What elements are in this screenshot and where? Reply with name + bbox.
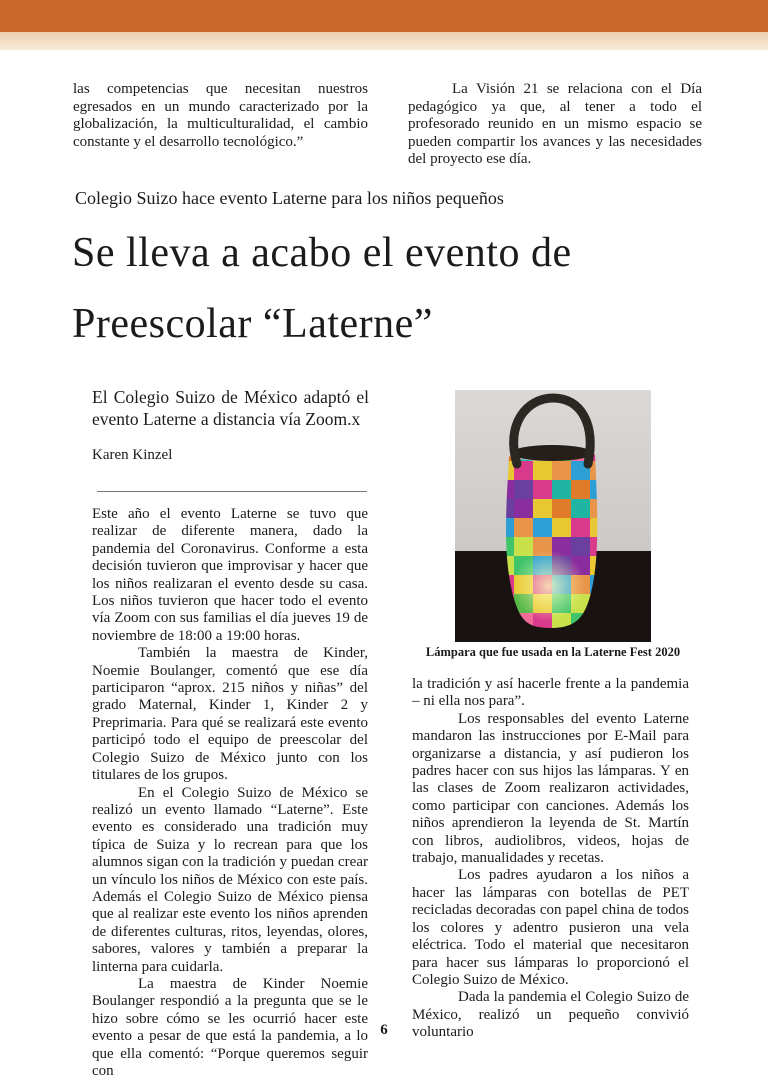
headline-line-2: Preescolar “Laterne”: [72, 301, 433, 347]
lantern-photo: [455, 390, 651, 642]
divider: [97, 491, 367, 492]
headline: [72, 218, 732, 360]
body-right-column: [412, 676, 689, 1042]
paragraph: La maestra de Kinder Noemie Boulanger respondió a la pregunta que se le hizo sobre cómo se les ocurrió hacer este evento a pesar de que está la pandemia, a lo que ella comentó: “Porque queremos seguir con: [92, 975, 368, 1079]
byline: Karen Kinzel: [92, 447, 173, 463]
intro-left-paragraph: las competencias que necesitan nuestros egresados en un mundo caracterizado por la globalización, la multiculturalidad, el cambio constante y el desarrollo tecnológico.”: [73, 81, 368, 150]
photo-caption: Lámpara que fue usada en la Laterne Fest 2020: [425, 645, 681, 659]
paragraph: la tradición y así hacerle frente a la pandemia – ni ella nos para”.: [412, 676, 689, 710]
paragraph: En el Colegio Suizo de México se realizó un evento llamado “Laterne”. Este evento es considerado una tradición muy típica de Suiza y lo recrean para que los alumnos sigan con la tradición y puedan crear un vínculo los niños de México con este país. Además el Colegio Suizo de México piensa que al realizar este evento los niños aprenden de diferentes culturas, ritos, leyendas, olores, sabores, valores y también a preparar la linterna para cuidarla.: [92, 784, 368, 975]
paragraph: Dada la pandemia el Colegio Suizo de México, realizó un pequeño convivió voluntario: [412, 989, 689, 1041]
top-accent-bar-secondary: [0, 32, 768, 50]
paragraph: Este año el evento Laterne se tuvo que realizar de diferente manera, dado la pandemia del Coronavirus. Conforme a esta decisión tuvieron que improvisar y hacer que los niños realizaran el evento desde su casa. Los niños tuvieron que hacer todo el evento vía Zoom con sus familias el día jueves 19 de noviembre de 18:00 a 19:00 horas.: [92, 506, 368, 644]
lantern-photo-graphic: [455, 390, 651, 642]
intro-right-paragraph: La Visión 21 se relaciona con el Día pedagógico ya que, al tener a todo el profesorado reunido en un mismo espacio se pueden compartir los avances y las necesidades del proyecto ese día.: [408, 81, 702, 168]
kicker: Colegio Suizo hace evento Laterne para los niños pequeños: [75, 188, 504, 208]
paragraph: Los padres ayudaron a los niños a hacer las lámparas con botellas de PET recicladas decoradas con papel china de todos los colores y adentro pusieron una vela eléctrica. Todo el material que necesitaron para hacer sus lámparas lo proporcionó el Colegio Suizo de México.: [412, 867, 689, 988]
top-accent-bar: [0, 0, 768, 32]
lede: El Colegio Suizo de México adaptó el evento Laterne a distancia vía Zoom.x: [92, 386, 369, 429]
lantern-candle-glow: [513, 550, 585, 622]
paragraph: También la maestra de Kinder, Noemie Boulanger, comentó que ese día participaron “aprox. 215 niños y niñas” del grado Maternal, Kinder 1, Kinder 2 y Preprimaria. Para qué se realizará este evento participó todo el equipo de preescolar del Colegio Suizo de México junto con los titulares de los grupos.: [92, 645, 368, 784]
paragraph: Los responsables del evento Laterne mandaron las instrucciones por E-Mail para organizarse a distancia, y así pudieron los padres hacer con sus hijos las lámparas. Y en las clases de Zoom realizaron actividades, como participar con canciones. Además los niños aprendieron la leyenda de St. Martín con libros, audiolibros, videos, hojas de trabajo, manualidades y recetas.: [412, 710, 689, 867]
headline-line-1: Se lleva a acabo el evento de: [72, 230, 572, 276]
lantern-opening: [511, 445, 593, 461]
page-number: 6: [380, 1022, 388, 1038]
body-left-column: [92, 506, 368, 1080]
